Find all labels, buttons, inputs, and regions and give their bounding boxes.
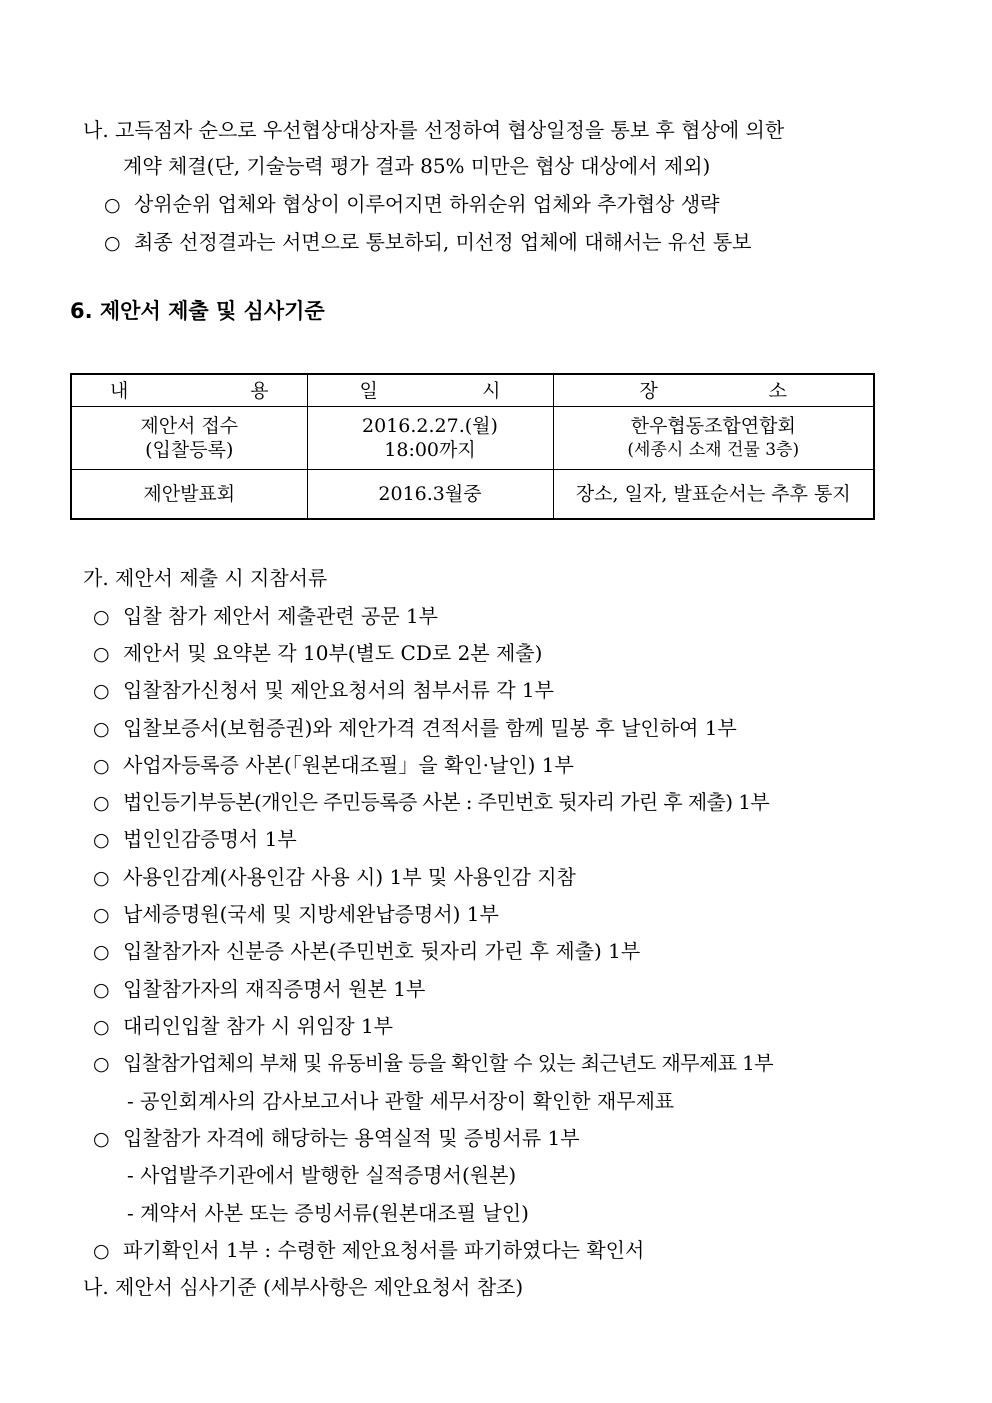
section-heading: 6. 제안서 제출 및 심사기준 [70, 299, 325, 323]
doc-item-7: ○ 법인인감증명서 1부 [93, 827, 297, 852]
row1-datetime: 2016.2.27.(월) 18:00까지 [307, 407, 553, 470]
top-bullet-1: ○ 상위순위 업체와 협상이 이루어지면 하위순위 업체와 추가협상 생략 [104, 192, 719, 217]
item-ga-title: 가. 제안서 제출 시 지참서류 [83, 566, 328, 590]
doc-item-8: ○ 사용인감계(사용인감 사용 시) 1부 및 사용인감 지참 [93, 865, 576, 890]
doc-item-1: ○ 입찰 참가 제안서 제출관련 공문 1부 [93, 604, 438, 629]
item-na-line2: 계약 체결(단, 기술능력 평가 결과 85% 미만은 협상 대상에서 제외) [123, 154, 711, 178]
item-na-line1: 나. 고득점자 순으로 우선협상대상자를 선정하여 협상일정을 통보 후 협상에 의한 [83, 118, 785, 142]
destroy-confirm-item: ○ 파기확인서 1부 : 수령한 제안요청서를 파기하였다는 확인서 [93, 1238, 644, 1263]
table-header-row [71, 374, 874, 407]
header-content: 내 용 [71, 374, 307, 407]
doc-item-6: ○ 법인등기부등본(개인은 주민등록증 사본 : 주민번호 뒷자리 가린 후 제출) 1부 [93, 790, 769, 815]
doc-item-5: ○ 사업자등록증 사본(「원본대조필」을 확인·날인) 1부 [93, 753, 574, 778]
doc-item-2: ○ 제안서 및 요약본 각 10부(별도 CD로 2본 제출) [93, 641, 542, 666]
header-datetime: 일 시 [307, 374, 553, 407]
row1-content: 제안서 접수 (입찰등록) [71, 407, 307, 470]
doc-item-3: ○ 입찰참가신청서 및 제안요청서의 첨부서류 각 1부 [93, 678, 554, 703]
row2-place: 장소, 일자, 발표순서는 추후 통지 [553, 470, 874, 520]
qualification-sub-2: - 계약서 사본 또는 증빙서류(원본대조필 날인) [127, 1201, 529, 1225]
doc-item-4: ○ 입찰보증서(보험증권)와 제안가격 견적서를 함께 밀봉 후 날인하여 1부 [93, 716, 737, 741]
qualification-sub-1: - 사업발주기관에서 발행한 실적증명서(원본) [127, 1163, 517, 1187]
finance-sub-item: - 공인회계사의 감사보고서나 관할 세무서장이 확인한 재무제표 [127, 1089, 675, 1113]
doc-item-13: ○ 입찰참가업체의 부채 및 유동비율 등을 확인할 수 있는 최근년도 재무제표 1부 [93, 1051, 773, 1076]
header-place: 장 소 [553, 374, 874, 407]
schedule-table [70, 373, 875, 520]
doc-item-10: ○ 입찰참가자 신분증 사본(주민번호 뒷자리 가린 후 제출) 1부 [93, 939, 640, 964]
table-row [71, 407, 874, 470]
row2-datetime: 2016.3월중 [307, 470, 553, 520]
doc-item-9: ○ 납세증명원(국세 및 지방세완납증명서) 1부 [93, 902, 499, 927]
table-row [71, 470, 874, 520]
item-na2: 나. 제안서 심사기준 (세부사항은 제안요청서 참조) [83, 1275, 524, 1299]
row2-content: 제안발표회 [71, 470, 307, 520]
doc-item-12: ○ 대리인입찰 참가 시 위임장 1부 [93, 1014, 393, 1039]
top-bullet-2: ○ 최종 선정결과는 서면으로 통보하되, 미선정 업체에 대해서는 유선 통보 [104, 230, 752, 255]
qualification-item: ○ 입찰참가 자격에 해당하는 용역실적 및 증빙서류 1부 [93, 1126, 580, 1151]
row1-place: 한우협동조합연합회 (세종시 소재 건물 3층) [553, 407, 874, 470]
doc-item-11: ○ 입찰참가자의 재직증명서 원본 1부 [93, 977, 425, 1002]
